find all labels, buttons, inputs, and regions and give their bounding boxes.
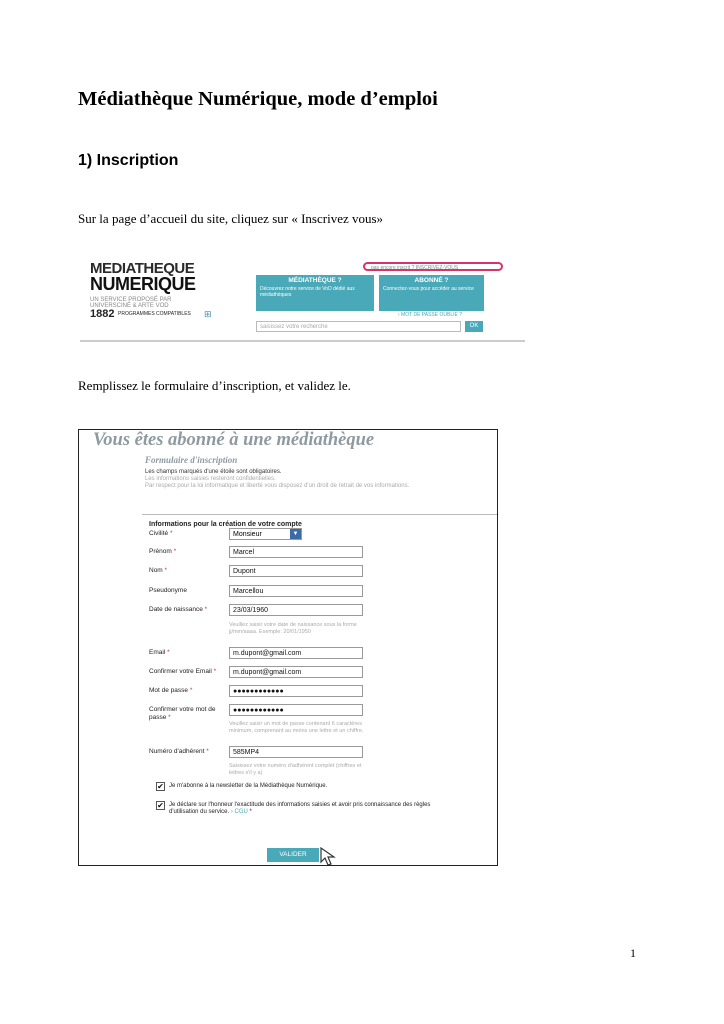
civilite-select[interactable] [229, 528, 302, 540]
document-title: Médiathèque Numérique, mode d’emploi [78, 88, 438, 110]
newsletter-checkbox[interactable]: ✔ [157, 782, 164, 791]
email-confirm-label: Confirmer votre Email * [149, 668, 217, 675]
password-confirm-label: Confirmer votre mot de passe * [149, 706, 216, 721]
form-divider [142, 514, 498, 515]
terms-checkbox[interactable]: ✔ [157, 801, 164, 810]
terms-label-line-1: Je déclare sur l'honneur l'exactitude des informations saisies et avoir pris connaissance des règles [169, 802, 431, 808]
adherent-hint: Saisissez votre numéro d'adhérent complet (chiffres et lettres s'il y a) [229, 763, 362, 776]
instruction-paragraph-1: Sur la page d’accueil du site, cliquez sur « Inscrivez vous» [78, 211, 384, 226]
mediatheque-tile-text: Découvrez notre service de VoD dédié aux médiathèques [260, 286, 355, 298]
nom-label: Nom * [149, 567, 168, 574]
password-field[interactable]: ●●●●●●●●●●●● [229, 685, 363, 697]
registration-form-screenshot [78, 429, 498, 866]
privacy-note: Par respect pour la loi informatique et liberté vous disposez d'un droit de retrait de vos informations. [145, 483, 410, 489]
mediatheque-tile[interactable] [256, 275, 374, 311]
prenom-label: Prénom * [149, 548, 177, 555]
section-title: 1) Inscription [78, 152, 179, 169]
email-field[interactable]: m.dupont@gmail.com [229, 647, 363, 659]
form-heading: Vous êtes abonné à une médiathèque [93, 430, 375, 450]
email-confirm-field[interactable]: m.dupont@gmail.com [229, 666, 363, 678]
mouse-cursor-icon [319, 846, 341, 866]
required-note: Les champs marqués d'une étoile sont obligatoires. [145, 469, 282, 475]
submit-button[interactable]: VALIDER [267, 848, 319, 862]
search-ok-button[interactable]: OK [465, 321, 483, 332]
adherent-label: Numéro d'adhérent * [149, 748, 209, 755]
homepage-banner-screenshot [80, 258, 525, 344]
abonne-tile-title: ABONNÉ ? [414, 277, 449, 284]
instruction-paragraph-2: Remplissez le formulaire d’inscription, et validez le. [78, 378, 351, 393]
adherent-field[interactable]: 585MP4 [229, 746, 363, 758]
programs-count: 1882 [90, 308, 115, 320]
abonne-tile-text: Connectez-vous pour accéder au service [383, 286, 474, 292]
prenom-field[interactable]: Marcel [229, 546, 363, 558]
civilite-label: Civilité * [149, 530, 173, 537]
chevron-down-icon[interactable]: ▼ [290, 529, 301, 539]
password-hint: Veuillez saisir un mot de passe contenant 6 caractères minimum, comprenant au moins une lettre et un chiffre. [229, 721, 364, 734]
confidential-note: Les informations saisies resteront confidentielles. [145, 476, 276, 482]
form-subheading: Formulaire d'inscription [145, 455, 238, 465]
mediatheque-tile-title: MÉDIATHÈQUE ? [288, 277, 342, 284]
logo-line-2: NUMERIQUE [90, 274, 196, 294]
account-section-title: Informations pour la création de votre compte [149, 521, 302, 528]
password-label: Mot de passe * [149, 687, 193, 694]
email-label: Email * [149, 649, 170, 656]
pseudo-label: Pseudonyme [149, 587, 187, 594]
logo-line-1: MEDIATHEQUE [90, 260, 195, 277]
newsletter-label: Je m'abonne à la newsletter de la Médiathèque Numérique. [169, 783, 328, 789]
nom-field[interactable]: Dupont [229, 565, 363, 577]
forgot-password-link[interactable]: › MOT DE PASSE OUBLIÉ ? [398, 312, 462, 318]
terms-label-line-2: d'utilisation du service. › CGU * [169, 809, 252, 815]
dob-label: Date de naissance * [149, 606, 208, 613]
programs-count-label: PROGRAMMES COMPATIBLES [118, 311, 191, 317]
civilite-value: Monsieur [233, 531, 262, 538]
search-input[interactable]: saisissez votre recherche [256, 321, 461, 332]
banner-divider [80, 340, 525, 342]
pseudo-field[interactable]: Marcellou [229, 585, 363, 597]
abonne-tile[interactable] [379, 275, 484, 311]
page-number: 1 [630, 946, 636, 960]
password-confirm-field[interactable]: ●●●●●●●●●●●● [229, 704, 363, 716]
logo-subtitle: UN SERVICE PROPOSÉ PAR UNIVERSCINÉ & ARTE VOD [90, 297, 172, 309]
dob-hint: Veuillez saisir votre date de naissance sous la forme jj/mm/aaaa. Exemple: 20/01/1950 [229, 622, 357, 635]
cgu-link[interactable]: › CGU [230, 809, 248, 815]
signup-link[interactable]: pas encore inscrit ? INSCRIVEZ-VOUS [363, 262, 503, 271]
dob-field[interactable]: 23/03/1960 [229, 604, 363, 616]
os-icons: ⊞ [204, 309, 212, 319]
